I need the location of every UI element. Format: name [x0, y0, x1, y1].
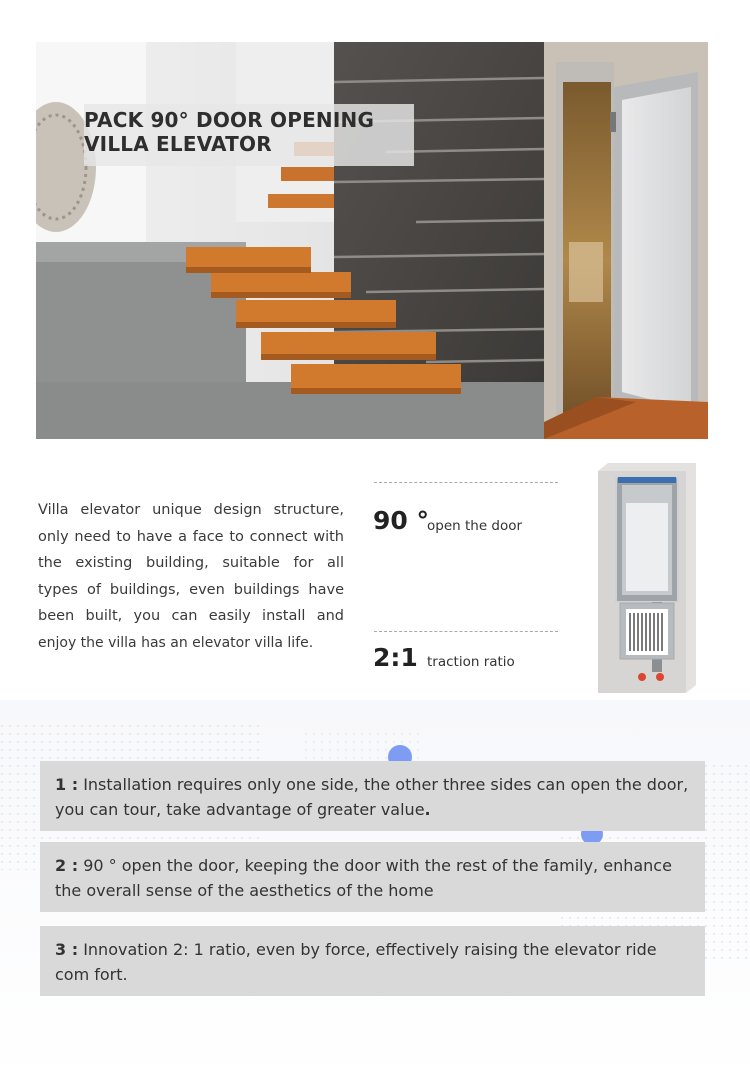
elevator-shaft-diagram — [598, 463, 696, 693]
description-line: the existing building, suitable for all — [38, 555, 344, 571]
divider — [374, 482, 558, 483]
feature-item-3 — [40, 926, 705, 996]
description-line: enjoy the villa has an elevator villa life. — [38, 634, 314, 651]
villa-description — [38, 497, 344, 656]
hero-title-line1: PACK 90° DOOR OPENING — [84, 108, 375, 132]
hero-title-line2: VILLA ELEVATOR — [84, 132, 272, 156]
feature-tail: . — [424, 800, 431, 819]
spec-traction-label: traction ratio — [427, 654, 515, 670]
spec-traction-value: 2:1 — [373, 643, 418, 672]
hero-image — [36, 42, 708, 439]
description-line: Villa elevator unique design structure, — [38, 502, 344, 518]
description-line: only need to have a face to connect with — [38, 528, 344, 545]
feature-number: 2 : — [55, 856, 79, 875]
spec-door-angle-value: 90 ° — [373, 506, 429, 535]
description-line: types of buildings, even buildings have — [38, 581, 344, 598]
feature-text: 90 ° open the door, keeping the door with the rest of the family, enhance the overall sense of the aesthetics of the home — [55, 856, 672, 900]
feature-number: 1 : — [55, 775, 79, 794]
feature-item-2 — [40, 842, 705, 912]
spec-door-angle-label: open the door — [427, 518, 523, 534]
villa-stair-illustration — [36, 42, 708, 439]
feature-text: Installation requires only one side, the other three sides can open the door, you can tour, take advantage of greater value — [55, 775, 689, 819]
description-line: been built, you can easily install and — [38, 608, 344, 624]
feature-item-1 — [40, 761, 705, 831]
feature-number: 3 : — [55, 940, 79, 959]
divider — [374, 631, 558, 632]
feature-text: Innovation 2: 1 ratio, even by force, effectively raising the elevator ride com fort. — [55, 940, 657, 984]
hero-title — [84, 104, 414, 166]
